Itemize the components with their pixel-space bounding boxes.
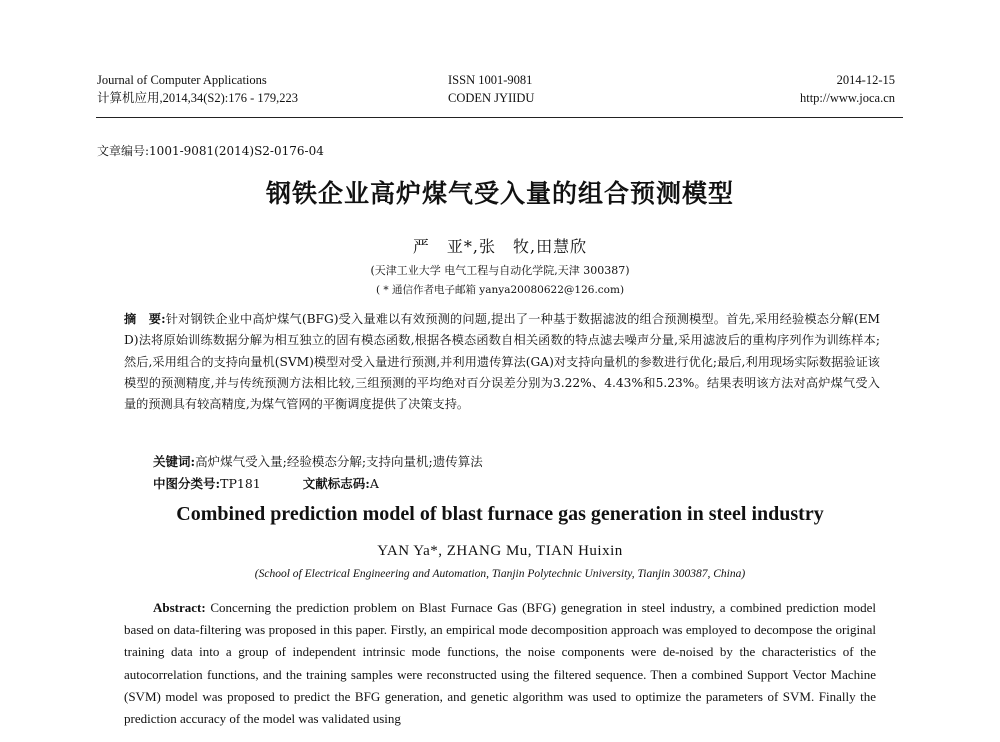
classification-line — [153, 474, 379, 492]
title-cn: 钢铁企业高炉煤气受入量的组合预测模型 — [265, 179, 734, 208]
issn: ISSN 1001-9081 — [448, 73, 533, 87]
abstract-en — [124, 597, 876, 730]
title-en: Combined prediction model of blast furnace gas generation in steel industry — [176, 503, 824, 525]
keywords-cn-label: 关键词: — [153, 454, 196, 469]
doc-code-value: A — [369, 476, 379, 491]
abstract-cn — [124, 309, 880, 415]
header-journal-block — [97, 71, 298, 107]
abstract-cn-text: 针对钢铁企业中高炉煤气(BFG)受入量难以有效预测的问题,提出了一种基于数据滤波的组合预测模型。首先,采用经验模态分解(EMD)法将原始训练数据分解为相互独立的固有模态函数,根据各模态函数自相关函数的特点滤去噪声分量,采用滤波后的重构序列作为训练样本;然后,采用组合的支持向量机(SVM)模型对受入量进行预测,并利用遗传算法(GA)对支持向量机的参数进行优化;最后,利用现场实际数据验证该模型的预测精度,并与传统预测方法相比较,三组预测的平均绝对百分误差分别为3.22%、4.43%和5.23%。结果表明该方法对高炉煤气受入量的预测具有较高精度,为煤气管网的平衡调度提供了决策支持。 — [124, 312, 880, 412]
journal-url: http://www.joca.cn — [799, 91, 895, 105]
abstract-en-label: Abstract: — [153, 600, 206, 615]
affiliation-en: (School of Electrical Engineering and Automation, Tianjin Polytechnic University, Tianjin 300387, China) — [254, 568, 746, 580]
header-issn-block — [448, 71, 534, 107]
header-rule — [96, 117, 903, 118]
abstract-en-text: Concerning the prediction problem on Blast Furnace Gas (BFG) genegration in steel industry, a combined prediction model based on data-filtering was proposed in this paper. Firstly, an empirical mode decomposition approach was employed to decompose the original training data into a group of independent intrinsic mode functions, the noise components were de-noised by the characteristics of the autocorrelation functions, and the training samples were reconstructed using the filtered sequence. Then a combined Support Vector Machine (SVM) model was proposed to predict the BFG generation, and genetic algorithm was used to optimize the parameters of SVM. Finally the prediction accuracy of the model was validated using — [124, 600, 876, 727]
authors-cn: 严 亚*,张 牧,田慧欣 — [412, 237, 588, 256]
keywords-cn — [153, 452, 483, 470]
publish-date: 2014-12-15 — [836, 73, 895, 87]
abstract-cn-label: 摘 要: — [124, 312, 166, 326]
keywords-cn-text: 高炉煤气受入量;经验模态分解;支持向量机;遗传算法 — [195, 454, 483, 469]
doc-code-label: 文献标志码: — [302, 476, 370, 491]
journal-name-en: Journal of Computer Applications — [97, 73, 267, 87]
authors-en: YAN Ya*, ZHANG Mu, TIAN Huixin — [377, 543, 623, 559]
classification-value: TP181 — [220, 476, 261, 491]
journal-citation-cn: 计算机应用,2014,34(S2):176 - 179,223 — [97, 91, 299, 105]
header-date-block — [800, 71, 895, 107]
article-number: 文章编号:1001-9081(2014)S2-0176-04 — [97, 144, 324, 158]
email-cn: ( * 通信作者电子邮箱 yanya20080622@126.com) — [375, 284, 625, 296]
classification-label: 中图分类号: — [153, 476, 221, 491]
coden: CODEN JYIIDU — [448, 91, 535, 105]
affiliation-cn: (天津工业大学 电气工程与自动化学院,天津 300387) — [370, 264, 630, 277]
